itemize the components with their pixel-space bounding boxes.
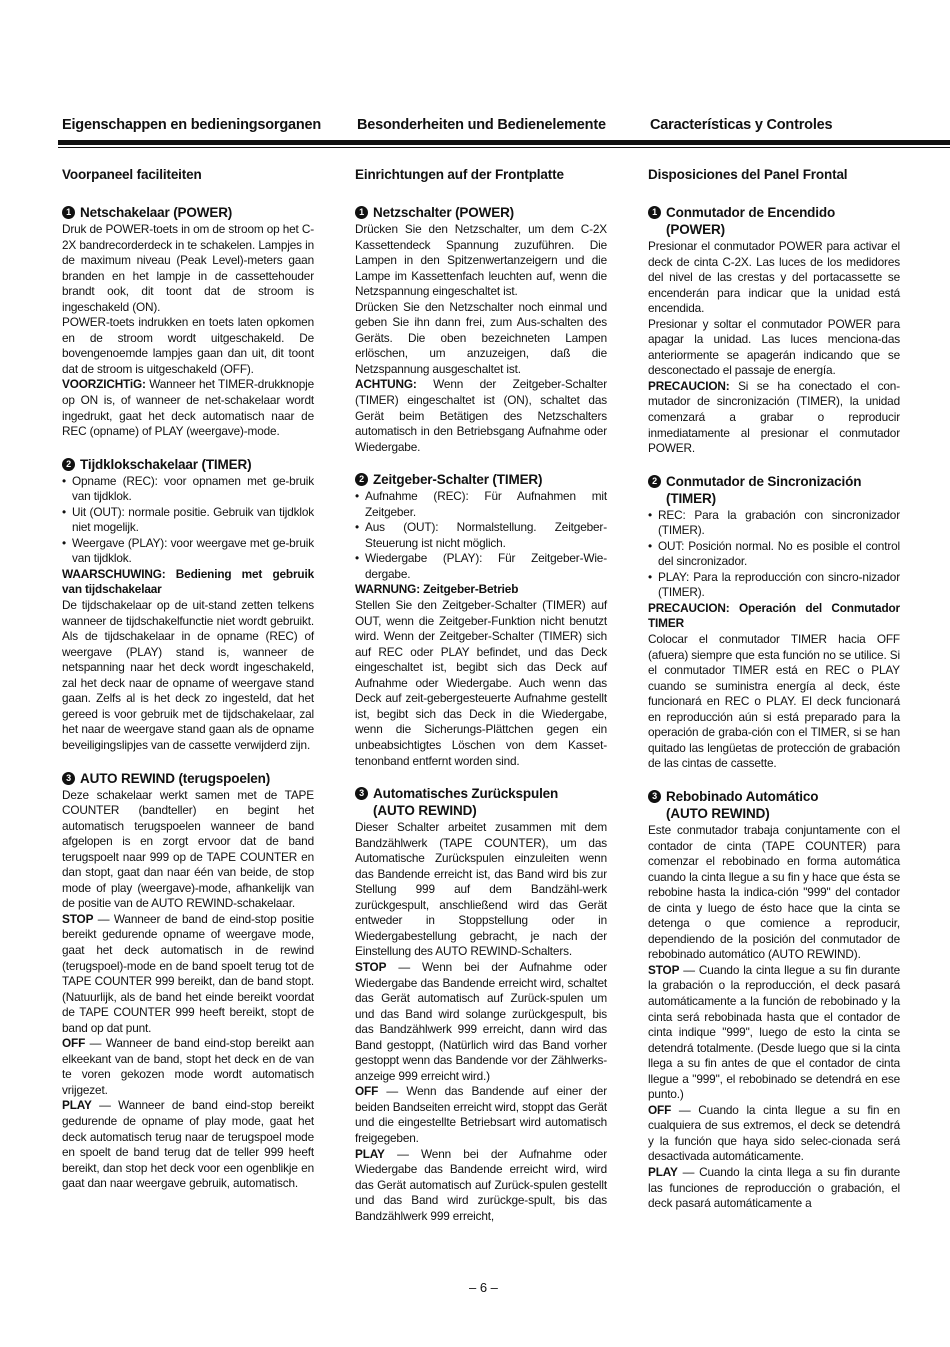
column-spanish [648, 166, 900, 1228]
section-power [355, 204, 607, 455]
subtitle: Disposiciones del Panel Frontal [648, 167, 848, 182]
paragraph: Este conmutador trabaja conjuntamente con el contador de cinta (TAPE COUNTER) para comenzar el rebobinado en forma automática cuando la cinta llegue a su fin y hace que ésta se rebobine hasta la indica-ción "999" del contador de cinta y luego de ésto hace que la cinta se detenga o que comience a reproducir, dependiendo de la posición del conmutador de rebobinado automático (AUTO REWIND). [648, 822, 900, 962]
paragraph: Presionar el conmutador POWER para activar el deck de cinta C-2X. Las luces de los medidores del nivel de las crestas y del portacassette se encenderán para indicar que la unidad está encendida. [648, 239, 900, 316]
stop-paragraph: STOP — Cuando la cinta llegue a su fin durante la grabación o la reproducción, el deck pasará automáticamente a la función de rebobinado y la cinta será rebobinada hasta que el contador de cinta indique "999", luego de esto la cinta se detendrá totalmente. (Desde luego que si la cinta llega a su fin antes de que el contador de cinta llegue a "999", el rebobinado se detendrá en ese punto.) [648, 962, 900, 1102]
number-2-icon: 2 [62, 458, 75, 471]
paragraph: Deze schakelaar werkt samen met de TAPE COUNTER (bandteller) en begint het automatisch terugspoelen wanneer de band afgelopen is en zorgt ervoor dat de band terugspoelt naar 999 op de TAPE COUNTER en dan stopt, gaat dan naar één van beide, de stop mode of play (weergave)-mode, afhankelijk van de positie van de AUTO REWIND-schakelaar. [62, 787, 314, 911]
list-item: • Opname (REC): voor opnamen met ge-bruik van tijdklok. [62, 473, 314, 504]
number-1-icon: 1 [62, 206, 75, 219]
paragraph: Dieser Schalter arbeitet zusammen mit dem Bandzählwerk (TAPE COUNTER), um das Automatische Zurückspulen einzuleiten wenn das Bandende erreicht ist, das Band wird bis zur Stellung 999 auf dem Bandzähl-werk zurückgespult, anschließend wird das Gerät entweder in Stoppstellung oder in Wiedergabestellung gebracht, je nach der Einstellung des AUTO REWIND-Schalters. [355, 820, 607, 959]
number-3-icon: 3 [62, 772, 75, 785]
paragraph: Presionar y soltar el conmutador POWER para apagar la unidad. Las luces menciona-das anteriormente se apagerán indicando que se desconectado el passaje de energía. [648, 316, 900, 378]
section-title-line2: (AUTO REWIND) [666, 805, 770, 821]
stop-paragraph: STOP — Wenn bei der Aufnahme oder Wiedergabe das Bandende erreicht wird, schaltet das Gerät automatisch auf Zurück-spulen um und das Band wird solange zurückgespult, bis das Bandzählwerk 999 erreicht, dann wird das Band gestoppt, (Natürlich wird das Band vorher gestoppt wenn das Bandende vor der Zählwerks-anzeige 999 erreicht wird.) [355, 959, 607, 1083]
list-item: • Aus (OUT): Normalstellung. Zeitgeber-Steuerung ist nicht möglich. [355, 520, 607, 550]
warning-heading: PRECAUCION: Operación del Conmutador TIMER [648, 600, 900, 631]
paragraph: Drücken Sie den Netzschalter, um dem C-2X Kassettendeck Spannung zuzuführen. Die Lampen in den Spitzenwertanzeigern und die Lampe im Kassettenfach leuchten auf, wenn die Netzspannung eingeschaltet ist. [355, 222, 607, 299]
list-item: • Aufnahme (REC): Für Aufnahmen mit Zeitgeber. [355, 489, 607, 519]
number-2-icon: 2 [355, 473, 368, 486]
header-german: Besonderheiten und Bedienelemente [357, 117, 606, 133]
number-3-icon: 3 [355, 787, 368, 800]
section-title: Rebobinado Automático [666, 788, 819, 804]
list-item: • REC: Para la grabación con sincronizador (TIMER). [648, 507, 900, 538]
subtitle: Voorpaneel faciliteiten [62, 167, 202, 182]
number-1-icon: 1 [648, 206, 661, 219]
paragraph: De tijdschakelaar op de uit-stand zetten telkens wanneer de tijdschakelfunctie niet wordt gebruikt. Als de tijdschakelaar in de opname (REC) of weergave (PLAY) stand is, wanneer de netspanning naar het deck wordt ingeschakeld, zal het deck naar de opname of weergave stand gaan. Zelfs al is het deck zo ingesteld, dat het gereed is voor gebruik met de tijdschakelaar, zal het naar de weergave stand gaan als de opname beveiligingslipjes van de cassette verwijderd zijn. [62, 598, 314, 752]
play-paragraph: PLAY — Wenn bei der Aufnahme oder Wiedergabe das Bandende erreicht wird, wird das Gerät automatisch auf Zurück-spulen gestellt und das Band wird zurückge-spult, bis das Bandzählwerk 999 erreicht, [355, 1146, 607, 1223]
list-item: • Uit (OUT): normale positie. Gebruik van tijdklok niet mogelijk. [62, 504, 314, 535]
header-dutch: Eigenschappen en bedieningsorganen [62, 117, 322, 133]
paragraph: POWER-toets indrukken en toets laten opkomen en de stroom wordt uitgeschakeld. De bovengenoemde lampjes gaan dan uit, dit toont dat de stroom is uitgeschakeld (OFF). [62, 315, 314, 376]
header-spanish: Características y Controles [650, 117, 833, 133]
section-title: Automatisches Zurückspulen [373, 786, 559, 802]
section-title: Zeitgeber-Schalter (TIMER) [373, 472, 543, 488]
caution-paragraph: PRECAUCION: Si se ha conectado el con-mutador de sincronización (TIMER), la unidad comenzará a grabar o reproducir inmediatamente al presionar el conmutador POWER. [648, 378, 900, 456]
warning-heading: WARNUNG: Zeitgeber-Betrieb [355, 582, 519, 597]
play-paragraph: PLAY — Wanneer de band eind-stop bereikt gedurende de opname of play mode, gaat het deck automatisch terug naar de terugspoel mode en spoelt de band terug dat de teller 999 heeft bereikt, dan stop het deck voor een ogenblikje en gaat dan naar weergave gebruik, automatisch. [62, 1098, 314, 1191]
list-item: • Weergave (PLAY): voor weergave met ge-bruik van tijdklok. [62, 535, 314, 566]
caution-paragraph: VOORZICHTiG: Wanneer het TIMER-drukknopje op ON is, of wanneer de net-schakelaar wordt ingedrukt, gaat het deck automatisch naar de REC (opname) of PLAY (weergave)-mode. [62, 377, 314, 439]
section-title: Conmutador de Encendido [666, 205, 836, 220]
off-paragraph: OFF — Wenn das Bandende auf einer der beiden Bandseiten erreicht wird, stoppt das Gerät und die eingestellte Betriebsart wird automatisch freigegeben. [355, 1084, 607, 1145]
list-item: • OUT: Posición normal. No es posible el control del sincronizador. [648, 538, 900, 569]
number-1-icon: 1 [355, 206, 368, 219]
section-power [648, 204, 900, 457]
column-german [355, 166, 607, 1240]
section-title: Conmutador de Sincronización [666, 473, 862, 489]
header-rule-thin [58, 147, 950, 148]
stop-paragraph: STOP — Wanneer de band de eind-stop positie bereikt gedurende opname of weergave mode, gaat het deck automatisch in de rewind (terugspoel)-mode en de band spoelt terug tot de TAPE COUNTER 999 bereikt, dan de band stopt. (Natuurlijk, als de band het einde bereikt voordat de TAPE COUNTER 999 heeft bereikt, stopt de band op dat punt. [62, 911, 314, 1035]
warning-heading: WAARSCHUWING: Bediening met gebruik van tijdschakelaar [62, 566, 314, 597]
section-auto-rewind [62, 770, 314, 1192]
section-power [62, 204, 314, 440]
section-title: Netschakelaar (POWER) [80, 205, 233, 220]
section-auto-rewind [648, 788, 900, 1212]
section-title: Tijdklokschakelaar (TIMER) [80, 456, 252, 472]
play-paragraph: PLAY — Cuando la cinta llega a su fin durante las funciones de reproducción o grabación, el deck pasará automáticamente a [648, 1164, 900, 1211]
section-title-line2: (AUTO REWIND) [373, 803, 477, 819]
number-3-icon: 3 [648, 790, 661, 803]
paragraph: Drücken Sie den Netzschalter noch einmal und geben Sie ihn dann frei, zum Aus-schalten des Geräts. Die oben bezeichneten Lampen erlöschen, um anzuzeigen, daß die Netzspannung ausgeschaltet ist. [355, 299, 607, 376]
section-title-line2: (TIMER) [666, 490, 716, 506]
subtitle: Einrichtungen auf der Frontplatte [355, 167, 564, 182]
off-paragraph: OFF — Cuando la cinta llegue a su fin en cualquiera de sus extremos, el deck se detendrá y la función que haya sido selec-cionada será desactivada automáticamente. [648, 1102, 900, 1164]
off-paragraph: OFF — Wanneer de band eind-stop bereikt aan elkeekant van de band, stopt het deck en de van te voren gekozen mode wordt automatisch vrijgezet. [62, 1036, 314, 1097]
section-timer [62, 456, 314, 754]
section-title-line2: (POWER) [666, 222, 725, 237]
page-number: – 6 – [469, 1280, 498, 1295]
list-item: • PLAY: Para la reproducción con sincro-nizador (TIMER). [648, 569, 900, 600]
column-dutch [62, 166, 314, 1208]
paragraph: Colocar el conmutador TIMER hacia OFF (afuera) siempre que esta función no se utilice. Si el conmutador TIMER está en REC o PLAY cuando se suministra energía al deck, éste funcionará en REC o PLAY. El deck funcionará en reproducción aún si está preparado para la operación de graba-ción con el TIMER, si se han quitado las lengüetas de protección de grabación de las cintas de cassette. [648, 632, 900, 771]
section-auto-rewind [355, 785, 607, 1224]
section-title: Netzschalter (POWER) [373, 205, 515, 220]
section-timer [648, 473, 900, 772]
number-2-icon: 2 [648, 475, 661, 488]
list-item: • Wiedergabe (PLAY): Für Zeitgeber-Wie-dergabe. [355, 551, 607, 581]
section-title: AUTO REWIND (terugspoelen) [80, 770, 271, 786]
paragraph: Druk de POWER-toets in om de stroom op het C-2X bandrecorderdeck in te schakelen. Lampjes in de maximum niveau (Peak Level)-meters gaan branden en het lampje in de cassettehouder brandt ook, dit toont dat de stroom is ingeschakeld (ON). [62, 222, 314, 314]
section-timer [355, 471, 607, 769]
header-rule-thick [58, 140, 950, 145]
caution-paragraph: ACHTUNG: Wenn der Zeitgeber-Schalter (TIMER) eingeschaltet ist (ON), schaltet das Gerät beim Betätigen des Netzschalters automatisch in den Betriebsgang Aufnahme oder Wiedergabe. [355, 377, 607, 454]
paragraph: Stellen Sie den Zeitgeber-Schalter (TIMER) auf OUT, wenn die Zeitgeber-Funktion nicht benutzt wird. Wenn der Zeitgeber-Schalter (TIMER) sich auf REC oder PLAY befindet, und das Deck eingeschaltet ist, begibt sich das Deck auf Aufnahme oder Wiedergabe. Auch wenn das Deck auf zeit-gebergesteuerte Aufnahme gestellt ist, begibt sich das Deck in die Wiedergabe, wenn die Sicherungs-Plättchen gegen ein unbeabsichtigtes Löschen von dem Kasset-tenonband entfernt worden sind. [355, 598, 607, 768]
